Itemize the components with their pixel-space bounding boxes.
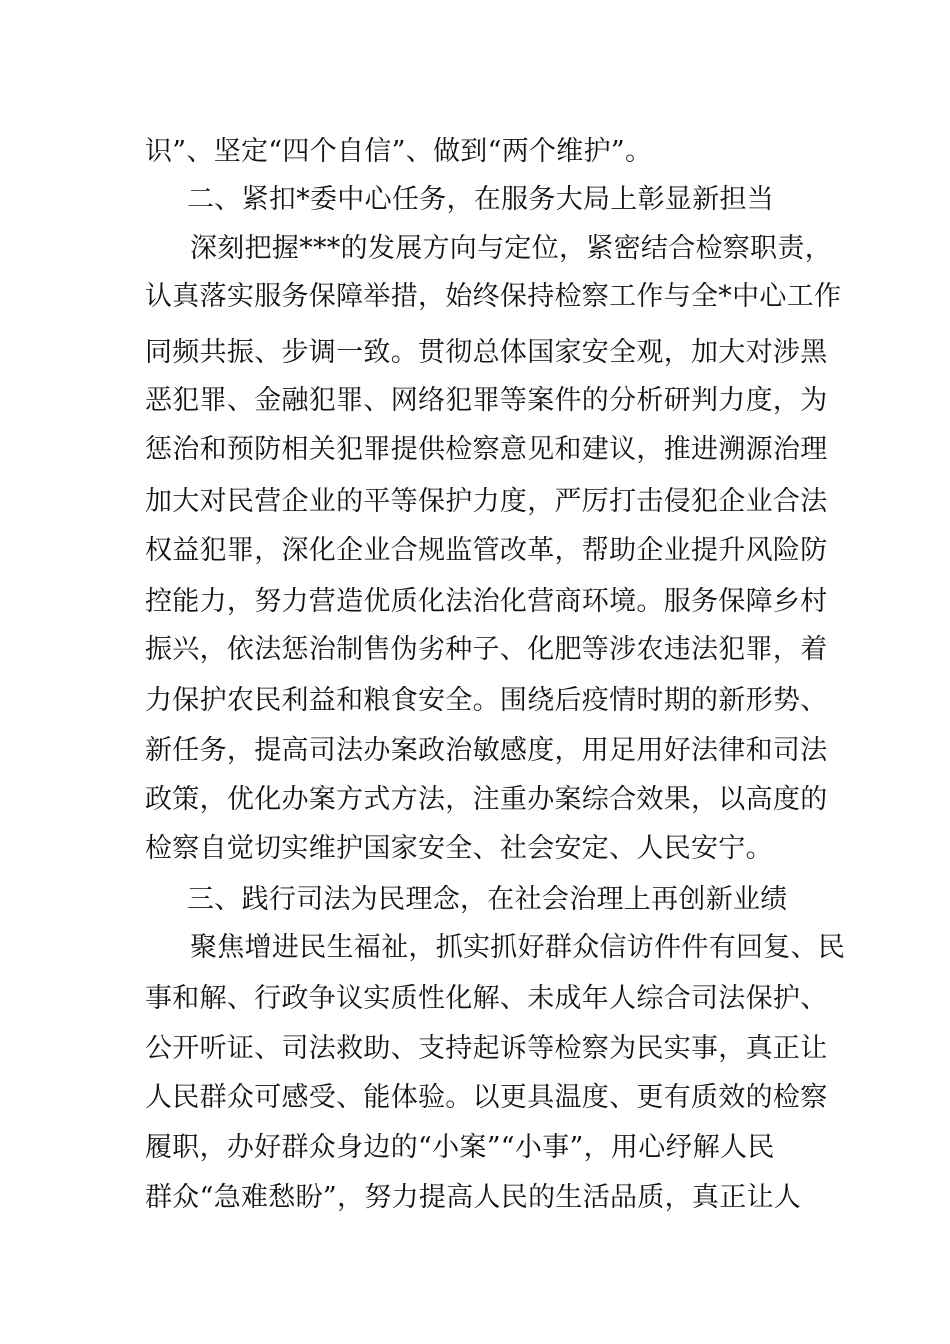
text-line: 控能力，努力营造优质化法治化营商环境。服务保障乡村: [145, 586, 828, 617]
text-line: 恶犯罪、金融犯罪、网络犯罪等案件的分析研判力度，为: [145, 385, 828, 416]
text-line: 识”、坚定“四个自信”、做到“两个维护”。: [145, 136, 653, 167]
text-line: 检察自觉切实维护国家安全、社会安定、人民安宁。: [145, 833, 773, 864]
text-line: 事和解、行政争议实质性化解、未成年人综合司法保护、: [145, 983, 828, 1014]
paragraph-first-line: 深刻把握***的发展方向与定位，紧密结合检察职责，: [190, 233, 832, 264]
text-line: 新任务，提高司法办案政治敏感度，用足用好法律和司法: [145, 735, 828, 766]
text-line: 力保护农民利益和粮食安全。围绕后疫情时期的新形势、: [145, 685, 828, 716]
text-line: 人民群众可感受、能体验。以更具温度、更有质效的检察: [145, 1082, 828, 1113]
text-line: 政策，优化办案方式方法，注重办案综合效果，以高度的: [145, 784, 828, 815]
section-heading-2: 二、紧扣*委中心任务，在服务大局上彰显新担当: [187, 184, 775, 215]
text-line: 公开听证、司法救助、支持起诉等检察为民实事，真正让: [145, 1033, 828, 1064]
text-line: 加大对民营企业的平等保护力度，严厉打击侵犯企业合法: [145, 486, 828, 517]
text-line: 履职，办好群众身边的“小案”“小事”，用心纾解人民: [145, 1132, 775, 1163]
paragraph-first-line: 聚焦增进民生福祉，抓实抓好群众信访件件有回复、民: [190, 932, 846, 963]
text-line: 振兴，依法惩治制售伪劣种子、化肥等涉农违法犯罪，着: [145, 634, 828, 665]
text-line: 同频共振、步调一致。贯彻总体国家安全观，加大对涉黑: [145, 337, 828, 368]
section-heading-3: 三、践行司法为民理念，在社会治理上再创新业绩: [187, 884, 788, 915]
text-line: 群众“急难愁盼”，努力提高人民的生活品质，真正让人: [145, 1182, 802, 1213]
text-line: 权益犯罪，深化企业合规监管改革，帮助企业提升风险防: [145, 535, 828, 566]
text-line: 认真落实服务保障举措，始终保持检察工作与全*中心工作: [145, 281, 842, 312]
text-line: 惩治和预防相关犯罪提供检察意见和建议，推进溯源治理: [145, 434, 828, 465]
